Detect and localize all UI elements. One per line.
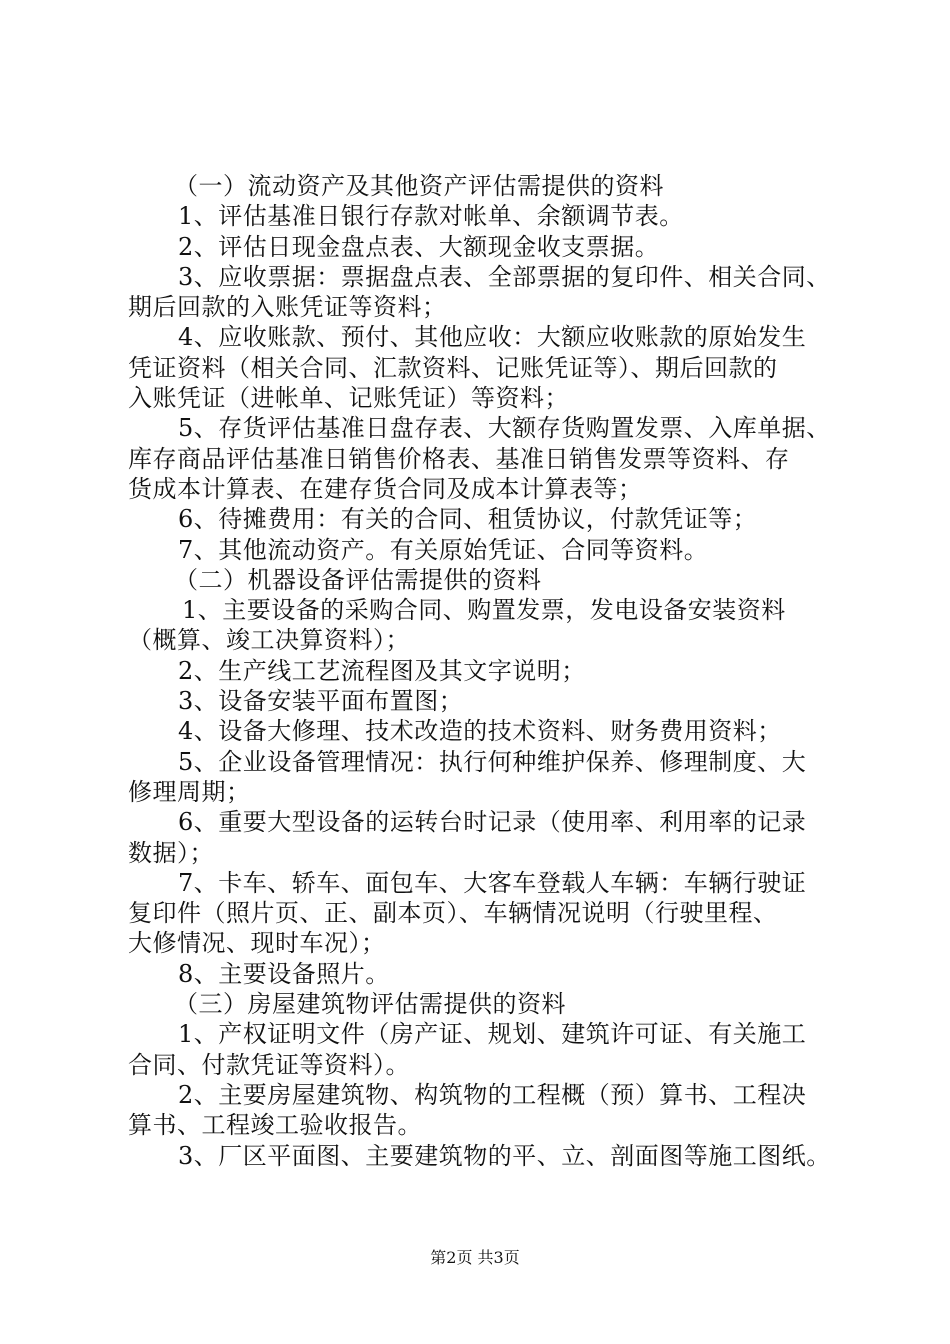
text-line: 2、生产线工艺流程图及其文字说明；: [178, 656, 586, 685]
text-line: 1、主要设备的采购合同、购置发票，发电设备安装资料: [182, 596, 786, 625]
text-line: 8、主要设备照片。: [178, 959, 390, 988]
text-line: 4、应收账款、预付、其他应收：大额应收账款的原始发生: [178, 323, 807, 352]
text-line: 凭证资料（相关合同、汇款资料、记账凭证等）、期后回款的: [128, 353, 778, 382]
text-line: 入账凭证（进帐单、记账凭证）等资料；: [128, 384, 569, 413]
text-line: 6、重要大型设备的运转台时记录（使用率、利用率的记录: [178, 808, 807, 837]
text-line: 修理周期；: [128, 777, 251, 806]
text-line: 7、卡车、轿车、面包车、大客车登载人车辆：车辆行驶证: [178, 868, 807, 897]
text-line: 1、产权证明文件（房产证、规划、建筑许可证、有关施工: [178, 1020, 807, 1049]
text-line: 6、待摊费用：有关的合同、租赁协议，付款凭证等；: [178, 505, 758, 534]
document-body: [128, 171, 850, 1171]
text-line: 3、厂区平面图、主要建筑物的平、立、剖面图等施工图纸。: [178, 1141, 831, 1170]
text-line: 5、企业设备管理情况：执行何种维护保养、修理制度、大: [178, 747, 807, 776]
text-line: 3、设备安装平面布置图；: [178, 687, 464, 716]
text-line: 复印件（照片页、正、副本页）、车辆情况说明（行驶里程、: [128, 899, 778, 928]
text-line: 库存商品评估基准日销售价格表、基准日销售发票等资料、存: [128, 444, 790, 473]
text-line: 数据）；: [128, 838, 214, 867]
text-line: 算书、工程竣工验收报告。: [128, 1111, 422, 1140]
section-heading: （一）流动资产及其他资产评估需提供的资料: [174, 172, 664, 200]
section-heading: （二）机器设备评估需提供的资料: [174, 565, 542, 594]
page-footer: 第2页 共3页: [430, 1248, 520, 1267]
section-heading: （三）房屋建筑物评估需提供的资料: [174, 990, 566, 1019]
text-line: 货成本计算表、在建存货合同及成本计算表等；: [128, 474, 643, 503]
text-line: 2、主要房屋建筑物、构筑物的工程概（预）算书、工程决: [178, 1080, 807, 1109]
text-line: 2、评估日现金盘点表、大额现金收支票据。: [178, 232, 660, 261]
text-line: 大修情况、现时车况）；: [128, 929, 386, 958]
text-line: 合同、付款凭证等资料）。: [128, 1050, 410, 1079]
text-line: 3、应收票据：票据盘点表、全部票据的复印件、相关合同、: [178, 262, 831, 291]
text-line: （概算、竣工决算资料）；: [128, 626, 410, 655]
text-line: 期后回款的入账凭证等资料；: [128, 293, 447, 322]
text-line: 1、评估基准日银行存款对帐单、余额调节表。: [178, 202, 684, 231]
text-line: 4、设备大修理、技术改造的技术资料、财务费用资料；: [178, 717, 782, 746]
text-line: 7、其他流动资产。有关原始凭证、合同等资料。: [178, 535, 709, 564]
text-line: 5、存货评估基准日盘存表、大额存货购置发票、入库单据、: [178, 414, 831, 443]
